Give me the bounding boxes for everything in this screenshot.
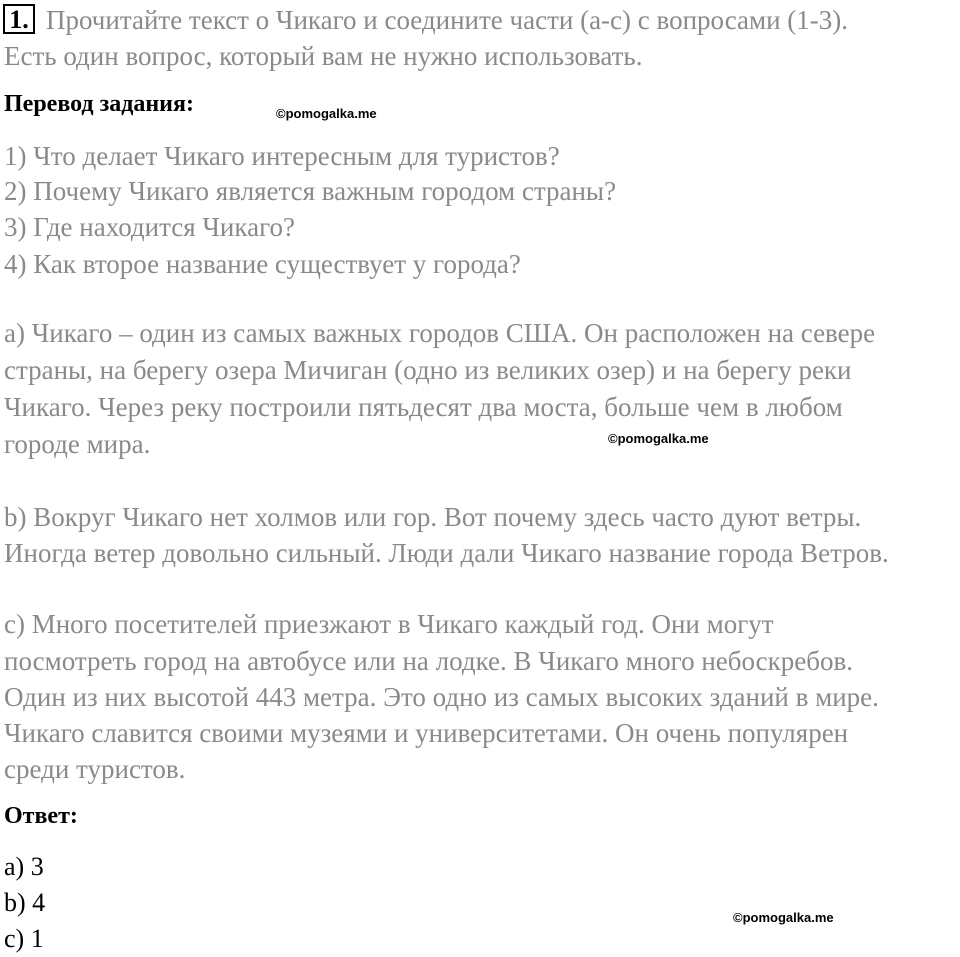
passage-a-line-3: Чикаго. Через реку построили пятьдесят два моста, больше чем в любом	[4, 392, 843, 422]
task-instruction-line-1: Прочитайте текст о Чикаго и соедините части (a-c) с вопросами (1-3).	[46, 5, 848, 35]
translation-heading: Перевод задания:	[4, 91, 194, 117]
passage-c-line-4: Чикаго славится своими музеями и университетами. Он очень популярен	[4, 718, 849, 748]
passage-b-line-2: Иногда ветер довольно сильный. Люди дали Чикаго название города Ветров.	[4, 538, 889, 568]
question-item-4: 4) Как второе название существует у города?	[4, 249, 521, 279]
answer-heading: Ответ:	[4, 803, 78, 829]
passage-c-line-1: c) Много посетителей приезжают в Чикаго каждый год. Они могут	[4, 609, 774, 639]
question-item-2: 2) Почему Чикаго является важным городом страны?	[4, 176, 617, 206]
passage-c-line-2: посмотреть город на автобусе или на лодке. В Чикаго много небоскребов.	[4, 646, 853, 676]
answer-item-c: c) 1	[4, 924, 44, 953]
question-item-1: 1) Что делает Чикаго интересным для туристов?	[4, 141, 560, 171]
task-instruction-line-2: Есть один вопрос, который вам не нужно использовать.	[4, 41, 643, 71]
passage-a-line-1: a) Чикаго – один из самых важных городов США. Он расположен на севере	[4, 318, 876, 348]
watermark-bottom: ©pomogalka.me	[733, 910, 834, 925]
passage-b-line-1: b) Вокруг Чикаго нет холмов или гор. Вот почему здесь часто дуют ветры.	[4, 502, 862, 532]
watermark-top: ©pomogalka.me	[276, 106, 377, 121]
passage-a-line-2: страны, на берегу озера Мичиган (одно из великих озер) и на берегу реки	[4, 355, 852, 385]
passage-c-line-3: Один из них высотой 443 метра. Это одно из самых высоких зданий в мире.	[4, 682, 879, 712]
passage-a-line-4: городе мира.	[4, 429, 151, 459]
answer-item-b: b) 4	[4, 888, 46, 917]
question-item-3: 3) Где находится Чикаго?	[4, 212, 295, 242]
task-number-box: 1.	[3, 4, 35, 34]
passage-c-line-5: среди туристов.	[4, 754, 186, 784]
answer-item-a: a) 3	[4, 852, 44, 881]
watermark-middle: ©pomogalka.me	[608, 431, 709, 446]
